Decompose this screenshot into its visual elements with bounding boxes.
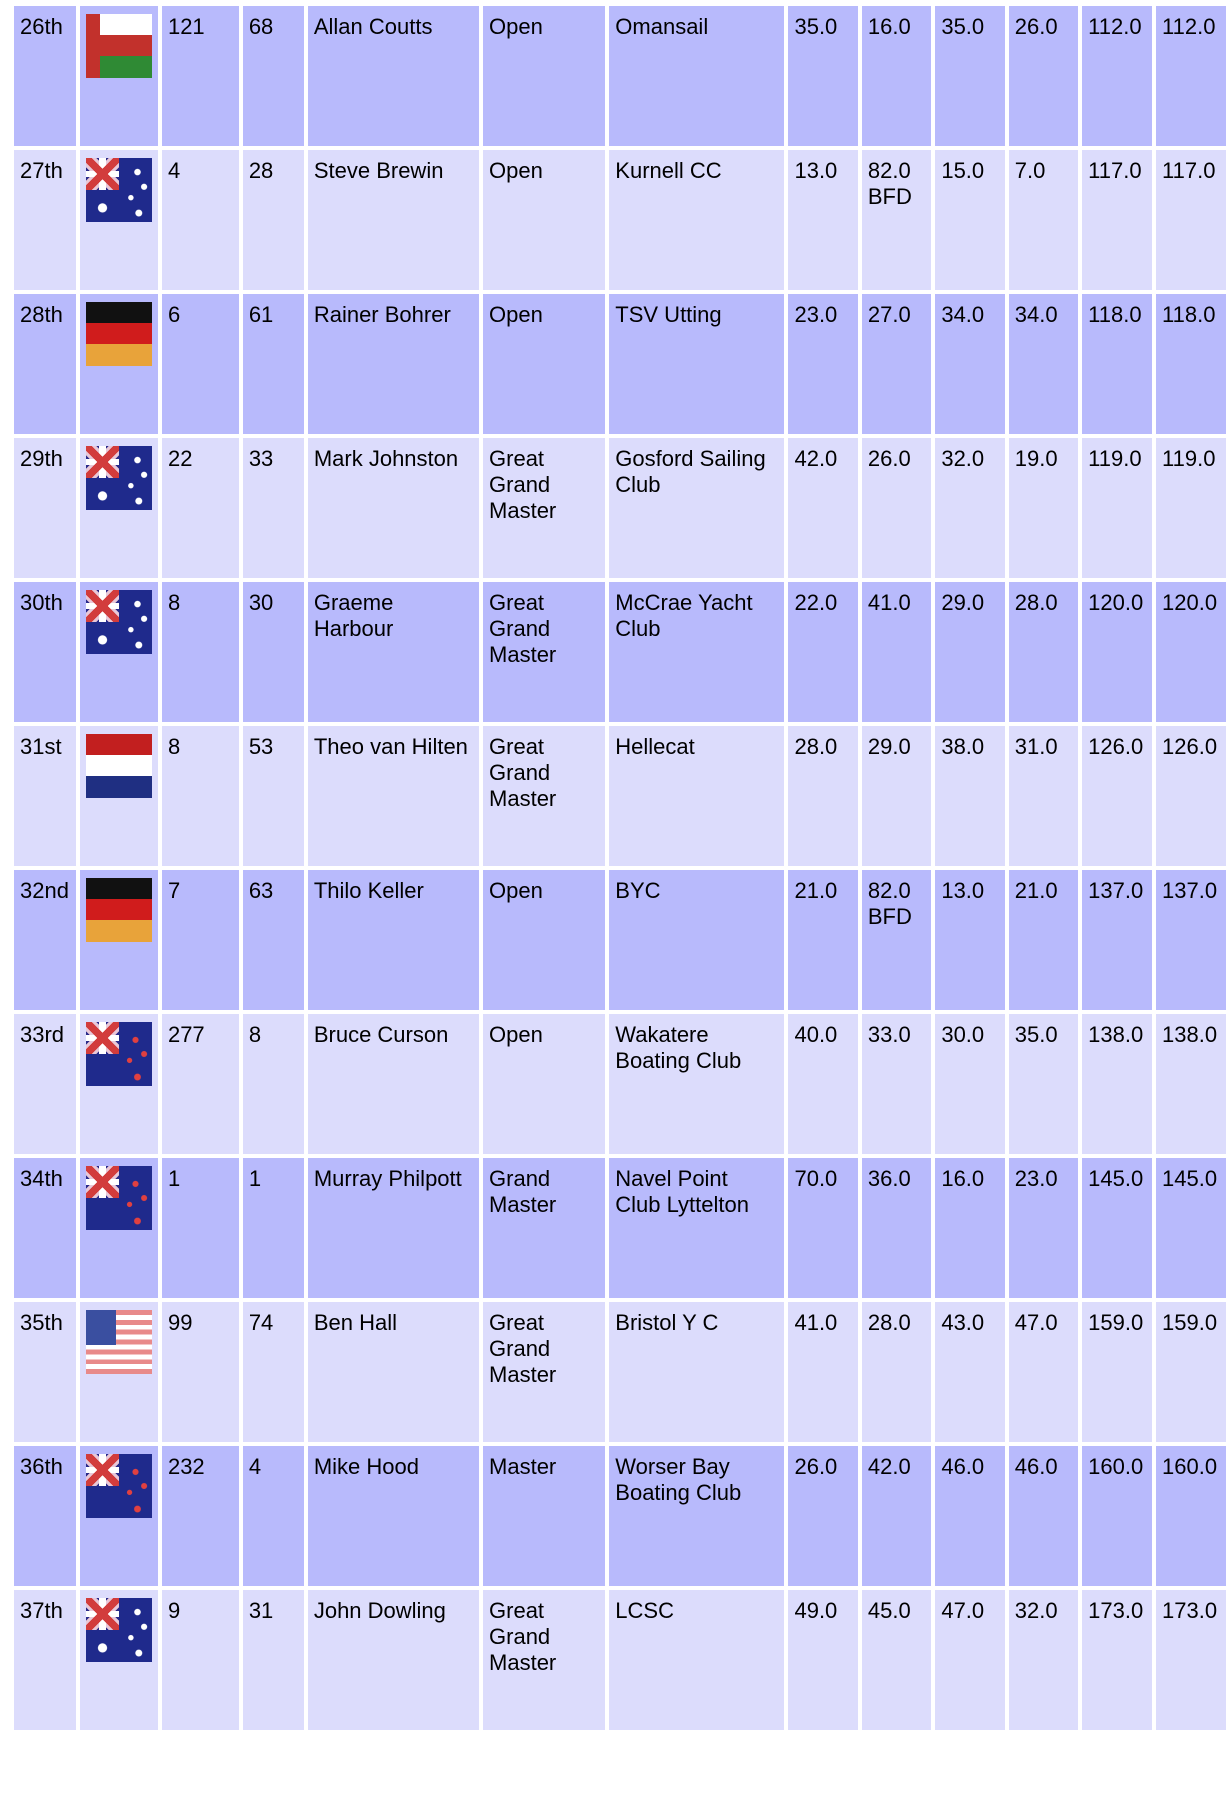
race-4-cell: 34.0 (1009, 294, 1078, 438)
race-2-cell: 45.0 (862, 1590, 931, 1734)
place-cell: 26th (14, 6, 76, 150)
flag-cell (80, 1014, 158, 1158)
table-row (14, 1158, 1226, 1302)
race-1-cell: 42.0 (788, 438, 857, 582)
flag-cell (80, 438, 158, 582)
sailor-name-cell: Ben Hall (308, 1302, 479, 1446)
germany-flag-icon (86, 878, 152, 942)
sail-number-cell: 121 (162, 6, 239, 150)
net-cell: 138.0 (1156, 1014, 1226, 1158)
race-3-cell: 43.0 (935, 1302, 1004, 1446)
total-cell: 145.0 (1082, 1158, 1152, 1302)
sailor-name-cell: John Dowling (308, 1590, 479, 1734)
category-cell: Open (483, 294, 605, 438)
race-3-cell: 30.0 (935, 1014, 1004, 1158)
club-cell: Bristol Y C (609, 1302, 784, 1446)
race-1-cell: 35.0 (788, 6, 857, 150)
flag-cell (80, 582, 158, 726)
race-4-cell: 28.0 (1009, 582, 1078, 726)
bow-number-cell: 1 (243, 1158, 304, 1302)
place-cell: 28th (14, 294, 76, 438)
sailor-name-cell: Thilo Keller (308, 870, 479, 1014)
race-3-cell: 13.0 (935, 870, 1004, 1014)
sail-number-cell: 9 (162, 1590, 239, 1734)
flag-cell (80, 1302, 158, 1446)
netherlands-flag-icon (86, 734, 152, 798)
race-3-cell: 29.0 (935, 582, 1004, 726)
australia-flag-icon (86, 446, 152, 510)
flag-cell (80, 1590, 158, 1734)
sailor-name-cell: Steve Brewin (308, 150, 479, 294)
net-cell: 126.0 (1156, 726, 1226, 870)
table-row (14, 726, 1226, 870)
table-row (14, 870, 1226, 1014)
sailor-name-cell: Mike Hood (308, 1446, 479, 1590)
club-cell: Omansail (609, 6, 784, 150)
sail-number-cell: 7 (162, 870, 239, 1014)
club-cell: BYC (609, 870, 784, 1014)
club-cell: McCrae Yacht Club (609, 582, 784, 726)
club-cell: Worser Bay Boating Club (609, 1446, 784, 1590)
flag-cell (80, 294, 158, 438)
sail-number-cell: 232 (162, 1446, 239, 1590)
race-1-cell: 22.0 (788, 582, 857, 726)
sail-number-cell: 1 (162, 1158, 239, 1302)
place-cell: 36th (14, 1446, 76, 1590)
sailor-name-cell: Allan Coutts (308, 6, 479, 150)
bow-number-cell: 31 (243, 1590, 304, 1734)
race-2-cell: 36.0 (862, 1158, 931, 1302)
race-2-cell: 41.0 (862, 582, 931, 726)
sail-number-cell: 277 (162, 1014, 239, 1158)
race-2-cell: 82.0 BFD (862, 870, 931, 1014)
race-4-cell: 47.0 (1009, 1302, 1078, 1446)
place-cell: 27th (14, 150, 76, 294)
flag-cell (80, 870, 158, 1014)
net-cell: 119.0 (1156, 438, 1226, 582)
australia-flag-icon (86, 158, 152, 222)
category-cell: Grand Master (483, 1158, 605, 1302)
race-3-cell: 16.0 (935, 1158, 1004, 1302)
new-zealand-flag-icon (86, 1022, 152, 1086)
race-3-cell: 34.0 (935, 294, 1004, 438)
race-3-cell: 15.0 (935, 150, 1004, 294)
race-2-cell: 33.0 (862, 1014, 931, 1158)
total-cell: 160.0 (1082, 1446, 1152, 1590)
place-cell: 34th (14, 1158, 76, 1302)
table-row (14, 1446, 1226, 1590)
table-row (14, 582, 1226, 726)
race-3-cell: 46.0 (935, 1446, 1004, 1590)
race-1-cell: 21.0 (788, 870, 857, 1014)
race-3-cell: 35.0 (935, 6, 1004, 150)
race-3-cell: 38.0 (935, 726, 1004, 870)
race-4-cell: 7.0 (1009, 150, 1078, 294)
race-2-cell: 27.0 (862, 294, 931, 438)
net-cell: 118.0 (1156, 294, 1226, 438)
sail-number-cell: 8 (162, 582, 239, 726)
sail-number-cell: 22 (162, 438, 239, 582)
club-cell: TSV Utting (609, 294, 784, 438)
sailor-name-cell: Mark Johnston (308, 438, 479, 582)
sail-number-cell: 99 (162, 1302, 239, 1446)
total-cell: 173.0 (1082, 1590, 1152, 1734)
total-cell: 120.0 (1082, 582, 1152, 726)
club-cell: Gosford Sailing Club (609, 438, 784, 582)
total-cell: 117.0 (1082, 150, 1152, 294)
results-body (14, 6, 1226, 1734)
race-4-cell: 31.0 (1009, 726, 1078, 870)
table-row (14, 150, 1226, 294)
net-cell: 159.0 (1156, 1302, 1226, 1446)
race-1-cell: 70.0 (788, 1158, 857, 1302)
flag-cell (80, 726, 158, 870)
total-cell: 119.0 (1082, 438, 1152, 582)
race-2-cell: 29.0 (862, 726, 931, 870)
place-cell: 30th (14, 582, 76, 726)
table-row (14, 1302, 1226, 1446)
club-cell: Hellecat (609, 726, 784, 870)
race-1-cell: 41.0 (788, 1302, 857, 1446)
bow-number-cell: 63 (243, 870, 304, 1014)
germany-flag-icon (86, 302, 152, 366)
race-2-cell: 16.0 (862, 6, 931, 150)
race-4-cell: 19.0 (1009, 438, 1078, 582)
race-4-cell: 35.0 (1009, 1014, 1078, 1158)
race-1-cell: 13.0 (788, 150, 857, 294)
results-table (10, 6, 1230, 1734)
bow-number-cell: 28 (243, 150, 304, 294)
sail-number-cell: 4 (162, 150, 239, 294)
bow-number-cell: 4 (243, 1446, 304, 1590)
net-cell: 120.0 (1156, 582, 1226, 726)
sailor-name-cell: Murray Philpott (308, 1158, 479, 1302)
race-3-cell: 47.0 (935, 1590, 1004, 1734)
bow-number-cell: 8 (243, 1014, 304, 1158)
club-cell: Navel Point Club Lyttelton (609, 1158, 784, 1302)
new-zealand-flag-icon (86, 1166, 152, 1230)
race-2-cell: 26.0 (862, 438, 931, 582)
net-cell: 112.0 (1156, 6, 1226, 150)
category-cell: Master (483, 1446, 605, 1590)
place-cell: 31st (14, 726, 76, 870)
place-cell: 29th (14, 438, 76, 582)
category-cell: Great Grand Master (483, 1590, 605, 1734)
bow-number-cell: 61 (243, 294, 304, 438)
sailor-name-cell: Bruce Curson (308, 1014, 479, 1158)
sail-number-cell: 6 (162, 294, 239, 438)
oman-flag-icon (86, 14, 152, 78)
category-cell: Open (483, 1014, 605, 1158)
total-cell: 159.0 (1082, 1302, 1152, 1446)
club-cell: Kurnell CC (609, 150, 784, 294)
australia-flag-icon (86, 1598, 152, 1662)
category-cell: Great Grand Master (483, 1302, 605, 1446)
net-cell: 117.0 (1156, 150, 1226, 294)
net-cell: 160.0 (1156, 1446, 1226, 1590)
race-1-cell: 28.0 (788, 726, 857, 870)
place-cell: 33rd (14, 1014, 76, 1158)
sailor-name-cell: Theo van Hilten (308, 726, 479, 870)
place-cell: 32nd (14, 870, 76, 1014)
australia-flag-icon (86, 590, 152, 654)
sailor-name-cell: Graeme Harbour (308, 582, 479, 726)
race-2-cell: 28.0 (862, 1302, 931, 1446)
flag-cell (80, 1158, 158, 1302)
category-cell: Open (483, 150, 605, 294)
net-cell: 145.0 (1156, 1158, 1226, 1302)
bow-number-cell: 74 (243, 1302, 304, 1446)
place-cell: 35th (14, 1302, 76, 1446)
bow-number-cell: 68 (243, 6, 304, 150)
net-cell: 137.0 (1156, 870, 1226, 1014)
bow-number-cell: 33 (243, 438, 304, 582)
total-cell: 126.0 (1082, 726, 1152, 870)
total-cell: 138.0 (1082, 1014, 1152, 1158)
category-cell: Great Grand Master (483, 582, 605, 726)
club-cell: LCSC (609, 1590, 784, 1734)
race-2-cell: 42.0 (862, 1446, 931, 1590)
race-4-cell: 46.0 (1009, 1446, 1078, 1590)
usa-flag-icon (86, 1310, 152, 1374)
table-row (14, 6, 1226, 150)
net-cell: 173.0 (1156, 1590, 1226, 1734)
category-cell: Great Grand Master (483, 438, 605, 582)
flag-cell (80, 150, 158, 294)
club-cell: Wakatere Boating Club (609, 1014, 784, 1158)
flag-cell (80, 6, 158, 150)
category-cell: Great Grand Master (483, 726, 605, 870)
bow-number-cell: 30 (243, 582, 304, 726)
new-zealand-flag-icon (86, 1454, 152, 1518)
table-row (14, 294, 1226, 438)
race-4-cell: 26.0 (1009, 6, 1078, 150)
total-cell: 112.0 (1082, 6, 1152, 150)
race-1-cell: 23.0 (788, 294, 857, 438)
race-1-cell: 26.0 (788, 1446, 857, 1590)
flag-cell (80, 1446, 158, 1590)
table-row (14, 1014, 1226, 1158)
sail-number-cell: 8 (162, 726, 239, 870)
category-cell: Open (483, 6, 605, 150)
category-cell: Open (483, 870, 605, 1014)
race-4-cell: 32.0 (1009, 1590, 1078, 1734)
race-1-cell: 40.0 (788, 1014, 857, 1158)
sailor-name-cell: Rainer Bohrer (308, 294, 479, 438)
table-row (14, 438, 1226, 582)
total-cell: 118.0 (1082, 294, 1152, 438)
race-1-cell: 49.0 (788, 1590, 857, 1734)
table-row (14, 1590, 1226, 1734)
place-cell: 37th (14, 1590, 76, 1734)
total-cell: 137.0 (1082, 870, 1152, 1014)
race-2-cell: 82.0 BFD (862, 150, 931, 294)
bow-number-cell: 53 (243, 726, 304, 870)
race-4-cell: 23.0 (1009, 1158, 1078, 1302)
race-3-cell: 32.0 (935, 438, 1004, 582)
race-4-cell: 21.0 (1009, 870, 1078, 1014)
